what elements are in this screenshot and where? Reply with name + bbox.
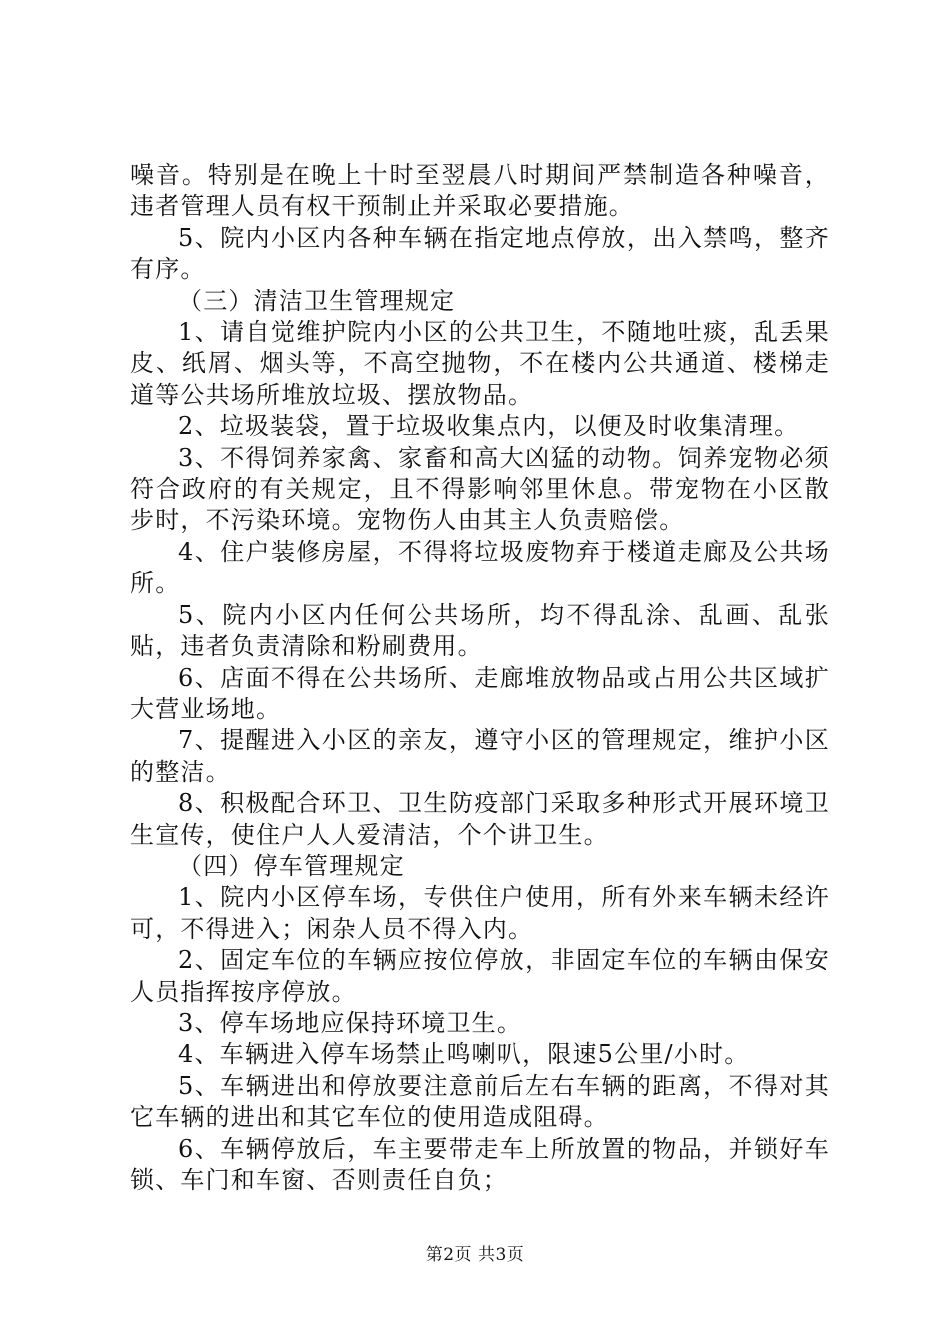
paragraph-item: 6、店面不得在公共场所、走廊堆放物品或占用公共区域扩大营业场地。: [130, 663, 830, 723]
document-body: [130, 160, 830, 1196]
section-heading: （三）清洁卫生管理规定: [178, 286, 456, 315]
paragraph-item: 3、不得饲养家禽、家畜和高大凶猛的动物。饲养宠物必须符合政府的有关规定，且不得影响邻里休息。带宠物在小区散步时，不污染环境。宠物伤人由其主人负责赔偿。: [130, 443, 830, 535]
paragraph-item: 2、垃圾装袋，置于垃圾收集点内，以便及时收集清理。: [178, 412, 800, 441]
paragraph-item: 5、院内小区内各种车辆在指定地点停放，出入禁鸣，整齐有序。: [130, 223, 830, 284]
paragraph-item: 7、提醒进入小区的亲友，遵守小区的管理规定，维护小区的整洁。: [130, 726, 830, 786]
paragraph-item: 1、院内小区停车场，专供住户使用，所有外来车辆未经许可，不得进入；闲杂人员不得入内。: [130, 883, 830, 943]
section-heading: （四）停车管理规定: [178, 851, 405, 880]
page-number-label: 第2页 共3页: [425, 1245, 525, 1265]
page-footer: [0, 1240, 950, 1265]
paragraph-item: 3、停车场地应保持环境卫生。: [178, 1008, 523, 1037]
paragraph-item: 1、请自觉维护院内小区的公共卫生，不随地吐痰，乱丢果皮、纸屑、烟头等，不高空抛物，不在楼内公共通道、楼梯走道等公共场所堆放垃圾、摆放物品。: [130, 318, 830, 409]
paragraph-item: 2、固定车位的车辆应按位停放，非固定车位的车辆由保安人员指挥按序停放。: [130, 946, 830, 1006]
paragraph-item: 8、积极配合环卫、卫生防疫部门采取多种形式开展环境卫生宣传，使住户人人爱清洁，个个讲卫生。: [130, 789, 830, 849]
paragraph-continuation: 噪音。特别是在晚上十时至翌晨八时期间严禁制造各种噪音，违者管理人员有权干预制止并采取必要措施。: [130, 161, 830, 221]
paragraph-item: 5、车辆进出和停放要注意前后左右车辆的距离，不得对其它车辆的进出和其它车位的使用造成阻碍。: [130, 1071, 830, 1132]
paragraph-item: 5、院内小区内任何公共场所，均不得乱涂、乱画、乱张贴，违者负责清除和粉刷费用。: [130, 600, 830, 661]
paragraph-item: 6、车辆停放后，车主要带走车上所放置的物品，并锁好车锁、车门和车窗、否则责任自负；: [130, 1134, 830, 1194]
paragraph-item: 4、住户装修房屋，不得将垃圾废物弃于楼道走廊及公共场所。: [130, 537, 830, 598]
paragraph-item: 4、车辆进入停车场禁止鸣喇叭，限速5公里/小时。: [178, 1040, 750, 1069]
